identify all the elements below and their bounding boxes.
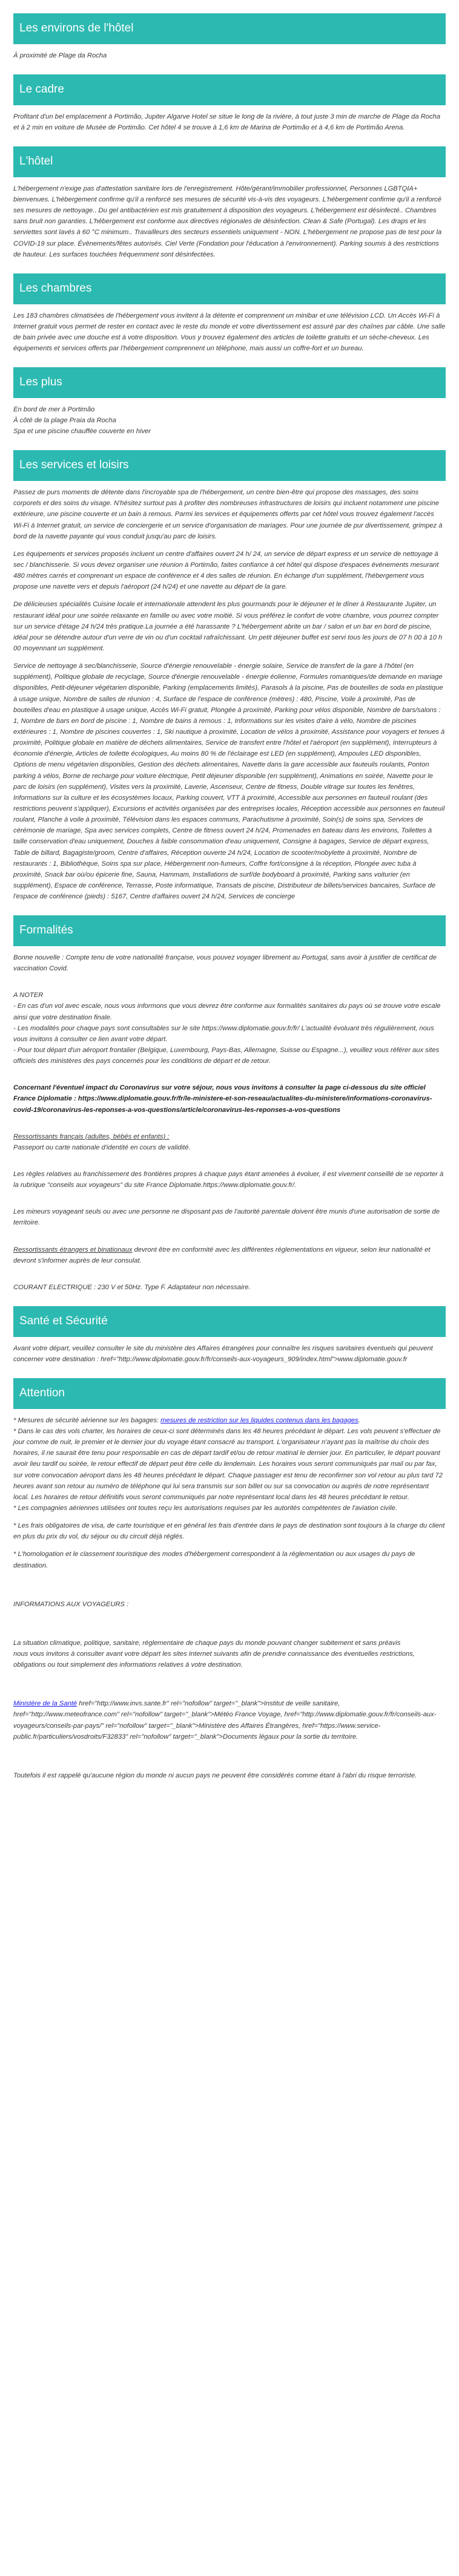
info-title: INFORMATIONS AUX VOYAGEURS :: [13, 1600, 129, 1608]
note-title: A NOTER: [13, 992, 44, 999]
regles-text: Les règles relatives au franchissement des frontières propres à chaque pays étant amenées à évoluer, il est vivement conseillé de se reporter à la rubrique "conseils aux voyageurs" du site France Diplomatie.https://www.diplomatie.gouv.fr/.: [13, 1171, 444, 1189]
attention-item-suffix: .: [358, 1416, 360, 1424]
section-body: [13, 111, 446, 133]
note-line: - Les modalités pour chaque pays sont consultables sur le site https://www.diplomatie.gouv.fr/fr/ L'actualité évoluant très régulièrement, nous vous invitons à consulter ce lien avant votre départ.: [13, 1024, 434, 1043]
section-body: [13, 310, 446, 355]
section-body: [13, 487, 446, 902]
attention-item: * Dans le cas des vols charter, les horaires de ceux-ci sont déterminés dans les 48 heures précédant le départ. Les vols peuvent s'effectuer de jour comme de nuit, le premier et le dernier jour du voyage étant consacré au transport. L'organisateur n'ayant pas la maîtrise du choix des horaires, il ne saurait être tenu pour responsable en cas de départ tardif et/ou de retour matinal le dernier jour. En particulier, le départ pouvant avoir lieu tardif ou soirée, le retour effectif de départ peut être celle du lendemain. Les horaires vous seront communiqués par mail ou par fax, sur votre convocation aéroport dans les 48 heures précédant le départ. Chaque passager est tenu de reconfirmer son vol retour au plus tard 72 heures avant son retour au numéro de téléphone qui lui sera transmis sur son billet ou sur sa convocation ou auprès de notre représentant local. Les horaires de retour définitifs vous seront communiqués par notre représentant local dans les 48 heures précédant le retour.: [13, 1428, 443, 1501]
services-paragraph: De délicieuses spécialités Cuisine locale et internationale attendent les plus gourmands pour le déjeuner et le dîner à Restaurante Jupiter, un restaurant idéal pour une soirée relaxante en famille ou avec votre moitié. Si vous préférez le confort de votre chambre, vous pourrez compter sur un service d'étage 24 h/24 très pratique.La journée a été harassante ? L'hébergement abrite un bar / salon et un bar en bord de piscine, idéal pour se détendre autour d'un verre de vin ou d'un cocktail rafraîchissant. Un petit déjeuner buffet est servi tous les jours de 07 h 00 à 10 h 00 moyennant un supplément.: [13, 601, 443, 652]
section-environs: [13, 13, 446, 61]
coronavirus-notice: [13, 1082, 446, 1115]
ressortissants-text: Passeport ou carte nationale d'identité en cours de validité.: [13, 1143, 191, 1151]
section-sante: [13, 1306, 446, 1365]
mineurs-text: Les mineurs voyageant seuls ou avec une personne ne disposant pas de l'autorité parentale doivent être munis d'une autorisation de sortie de territoire.: [13, 1208, 440, 1227]
final-text: Toutefois il est rappelé qu'aucune région du monde ni aucun pays ne peuvent être considérés comme étant à l'abri du risque terroriste.: [13, 1771, 417, 1779]
ressortissants-label: [13, 1131, 446, 1142]
attention-item: * L'homologation et le classement touristique des modes d'hébergement correspondent à la réglementation ou aux usages du pays de destination.: [13, 1551, 415, 1569]
services-amenities-list: Service de nettoyage à sec/blanchisserie, Source d'énergie renouvelable - énergie solaire, Service de transfert de la gare à l'hôtel (en supplément), Politique globale de recyclage, Source d'énergie renouvelable - énergie éolienne, Formules romantiques/de demande en mariage disponibles, Petit-déjeuner végétarien disponible, Parking (emplacements limités), Parasols à la piscine, Pas de bouteilles de soda en plastique à usage unique, Nombre de salles de réunion : 4, Surface de l'espace de conférence (mètres) : 480, Piscine, Voile à proximité, Pas de bouteilles d'eau en plastique à usage unique, Accès Wi-Fi gratuit, Plongée à proximité, Parking pour vélos disponible, Nombre de bars/salons : 1, Nombre de bars en bord de piscine : 1, Nombre de bains à remous : 1, Informations sur les visites d'aire à vélo, Nombre de piscines extérieures : 1, Nombre de piscines couvertes : 1, Ski nautique à proximité, Location de vélos à proximité, Assistance pour voyagers et tenues à proximité, Politique globale en matière de déchets alimentaires, Service de transfert entre l'hôtel et l'aéroport (en supplément), Interrupteurs à économie d'énergie, Articles de toilette écologiques, Au moins 80 % de l'éclairage est LED (en supplément), Ampoules LED disponibles, Options de menu végétarien disponibles, Gestion des déchets alimentaires, Navette dans la gare accessible aux fauteuils roulants, Ponton parking à vélos, Borne de recharge pour voiture électrique, Petit déjeuner disponible (en supplément), Animations en soirée, Navette pour le parc de loisirs (en supplément), Visites vers la proximité, Laverie, Ascenseur, Centre de fitness, Double vitrage sur toutes les fenêtres, Informations sur la culture et les écosystèmes locaux, Parking couvert, VTT à proximité, Accessible aux personnes en fauteuil roulant (des restrictions peuvent s'appliquer), Excursions et activités organisées par des entreprises locales, Réception accessible aux personnes en fauteuil roulant, Planche à voile à proximité, Télévision dans les espaces communs, Parachutisme à proximité, Soin(s) de soins spa, Services de cérémonie de mariage, Spa avec services complets, Centre de fitness ouvert 24 h/24, Promenades en bateau dans les environs, Toilettes à taille conservation d'eau uniquement, Douches à faible consommation d'eau uniquement, Consigne à bagages, Service de départ express, Table de billard, Bagagiste/groom, Centre d'affaires, Réception ouverte 24 h/24, Location de scooter/mobylette à proximité, Nombre de restaurants : 1, Bibliothèque, Soins spa sur place, Hébergement non-fumeurs, Coffre fort/consigne à la réception, Plongée avec tuba à proximité, Snack bar où/ou épicerie fine, Sauna, Hammam, Installations de surf/de bodyboard à proximité, Parking sans voiturier (en supplément), Espace de conférence, Terrasse, Poste informatique, Transats de piscine, Distributeur de billets/services bancaires, Surface de l'espace de conférence (pieds) : 5167, Centre d'affaires ouvert 24 h/24, Services de concierge: [13, 662, 445, 901]
info-line: nous vous invitons à consulter avant votre départ les sites Internet suivants afin de prendre connaissance des éventuelles restrictions, obligations ou tout simplement des informations relatives à votre destination.: [13, 1650, 415, 1669]
formalites-intro: Bonne nouvelle : Compte tenu de votre nationalité française, vous pouvez voyager librement au Portugal, sans avoir à justifier de certificat de vaccination Covid.: [13, 954, 437, 973]
section-title: Santé et Sécurité: [13, 1306, 446, 1337]
section-title: Formalités: [13, 915, 446, 946]
section-title: Les services et loisirs: [13, 450, 446, 481]
attention-item: [13, 1415, 446, 1426]
plus-line: Spa et une piscine chauffée couverte en hiver: [13, 428, 151, 436]
section-title: Le cadre: [13, 74, 446, 105]
plus-line: À côté de la plage Praia da Rocha: [13, 417, 116, 425]
section-plus: [13, 367, 446, 437]
section-body: [13, 952, 446, 1293]
note-line: - Pour tout départ d'un aéroport frontalier (Belgique, Luxembourg, Pays-Bas, Allemagne, Suisse ou Espagne...), veuillez vous référer aux sites officiels des ministères des pays concernés pour les conditions de départ et de retour.: [13, 1047, 440, 1065]
ministere-text: [13, 1698, 446, 1742]
section-title: L'hôtel: [13, 146, 446, 177]
section-body: [13, 404, 446, 437]
ministere-sante-link[interactable]: Ministère de la Santé: [13, 1700, 78, 1708]
section-hotel: [13, 146, 446, 260]
courant-text: COURANT ELECTRIQUE : 230 V et 50Hz. Type F. Adaptateur non nécessaire.: [13, 1283, 251, 1291]
section-body: [13, 1415, 446, 1781]
section-attention: [13, 1378, 446, 1781]
etrangers-text: [13, 1244, 446, 1266]
section-title: Les chambres: [13, 273, 446, 304]
section-cadre: [13, 74, 446, 133]
section-title: Les plus: [13, 367, 446, 398]
sante-text: Avant votre départ, veuillez consulter le site du ministère des Affaires étrangères pour connaître les risques sanitaires éventuels qui peuvent concerner votre destination : href="http://www.diplomatie.gouv.fr/fr/conseils-aux-voyageurs_909/index.html">www.diplomatie.gouv.fr: [13, 1344, 433, 1363]
etrangers-rest: devront être en conformité avec les différentes réglementations en vigueur, selon leur nationalité et devront s'informer auprès de leur consulat.: [13, 1246, 431, 1264]
ministere-rest: href="http://www.invs.sante.fr" rel="nofollow" target="_blank">Institut de veille sanitaire, href="http://www.meteofrance.com" rel="nofollow" target="_blank">Météo France Voyage, href="http://www.diplomatie.gouv.fr/fr/conseils-aux-voyageurs/conseils-par-pays/" rel="nofollow" target="_blank">Ministère des Affaires Étrangères, href="https://www.service-public.fr/particuliers/vosdroits/F32833" rel="nofollow" target="_blank">Documents légaux pour la sortie du territoire.: [13, 1700, 437, 1741]
section-body: [13, 183, 446, 260]
note-line: - En cas d'un vol avec escale, nous vous informons que vous devrez être conforme aux formalités sanitaires du pays où se trouve votre escale ainsi que votre destination finale.: [13, 1002, 441, 1021]
section-body: [13, 1343, 446, 1365]
attention-item: * Les frais obligatoires de visa, de carte touristique et en général les frais d'entrée dans le pays de destination sont toujours à la charge du client en plus du prix du vol, du séjour ou du circuit déjà réglés.: [13, 1522, 445, 1541]
services-paragraph: Passez de purs moments de détente dans l'incroyable spa de l'hébergement, un centre bien-être qui propose des massages, des soins corporels et des soins du visage. N'hésitez surtout pas à profiter des nombreuses infrastructures de loisirs qui incluent notamment une piscine extérieure, une piscine couverte et un bain à remous. Parmi les services et équipements offerts par cet hôtel vous trouvez également l'accès Wi-Fi à Internet gratuit, un service de conciergerie et un service d'organisation de mariages. Pour une journée de pur divertissement, grimpez à bord de la navette payante qui vous conduit jusqu'au parc de loisirs.: [13, 489, 443, 540]
environs-text: À proximité de Plage da Rocha: [13, 51, 107, 59]
attention-item-prefix: * Mesures de sécurité aérienne sur les bagages:: [13, 1416, 161, 1424]
plus-line: En bord de mer à Portimão: [13, 405, 95, 413]
ressortissants-label-text: Ressortissants français (adultes, bébés et enfants) :: [13, 1133, 170, 1140]
cadre-text: Profitant d'un bel emplacement à Portimão, Jupiter Algarve Hotel se situe le long de la rivière, à tout juste 3 min de marche de Plage da Rocha et à 2 min en voiture de Musée de Portimão. Cet hôtel 4 se trouve à 1,6 km de Marina de Portimão et à 4,6 km de Portimão Arena.: [13, 113, 441, 131]
section-chambres: [13, 273, 446, 354]
liquids-restriction-link[interactable]: mesures de restriction sur les liquides contenus dans les bagages: [160, 1416, 358, 1424]
coronavirus-bold-text: Concernant l'éventuel impact du Coronavirus sur votre séjour, nous vous invitons à consulter la page ci-dessous du site officiel France Diplomatie : https://www.diplomatie.gouv.fr/fr/le-ministere-et-son-reseau/actualites-du-ministere/informations-coronavirus-covid-19/coronavirus-les-reponses-a-vos-questions/article/coronavirus-les-reponses-a-vos-questions: [13, 1084, 432, 1114]
etrangers-label: Ressortissants étrangers et binationaux: [13, 1246, 133, 1254]
info-line: La situation climatique, politique, sanitaire, réglementaire de chaque pays du monde pouvant changer subitement et sans préavis: [13, 1639, 401, 1647]
section-title: Les environs de l'hôtel: [13, 13, 446, 44]
hotel-text: L'hébergement n'exige pas d'attestation sanitaire lors de l'enregistrement. Hôte/gérant/immobilier professionnel, Personnes LGBTQIA+ bienvenues. L'hébergement confirme qu'il a renforcé ses mesures de sécurité vis-à-vis des voyageurs. L'hébergement confirme qu'il a renforcé ses mesures de nettoyage.. Du gel antibactérien est mis gratuitement à disposition des voyageurs. L'hébergement est désinfecté.. Chambres sans bruit non garanties. L'hébergement est conforme aux directives régionales de désinfection. Clean & Safe (Portugal). Les draps et les serviettes sont lavés à 60 °C minimum.. Travailleurs des secteurs essentiels uniquement - NON. L'hébergement ne propose pas de test pour la COVID-19 sur place. Évènements/fêtes autorisés. Ciel Verte (Fondation pour l'éducation à l'environnement). Parking soumis à des restrictions de hauteur. Les surfaces touchées fréquemment sont désinfectées.: [13, 185, 442, 258]
section-body: [13, 50, 446, 61]
section-services: [13, 450, 446, 902]
services-paragraph: Les équipements et services proposés incluent un centre d'affaires ouvert 24 h/ 24, un service de départ express et un service de nettoyage à sec / blanchisserie. Si vous devez organiser une réunion à Portimão, faites confiance à cet hôtel qui dispose d'espaces événements mesurant 480 mètres carrés et comprenant un espace de conférence et 4 des salles de réunion. En échange d'un supplément, l'hébergement vous propose une navette vers et depuis l'aéroport (24 h/24) et une navette au départ de la gare.: [13, 550, 439, 591]
section-title: Attention: [13, 1378, 446, 1409]
section-formalites: [13, 915, 446, 1293]
chambres-text: Les 183 chambres climatisées de l'hébergement vous invitent à la détente et comprennent un minibar et une télévision LCD. Un Accès Wi-Fi à Internet gratuit vous permet de rester en contact avec le reste du monde et votre divertissement est assuré par des chaînes par câble. Une salle de bain privée avec une douche est à votre disposition. Vous y trouvez également des articles de toilette gratuits et un sèche-cheveux. Les équipements et services offerts par l'hébergement comprennent un téléphone, mais aussi un coffre-fort et un bureau.: [13, 312, 446, 353]
attention-item: * Les compagnies aériennes utilisées ont toutes reçu les autorisations requises par les autorités compétentes de l'aviation civile.: [13, 1504, 397, 1512]
